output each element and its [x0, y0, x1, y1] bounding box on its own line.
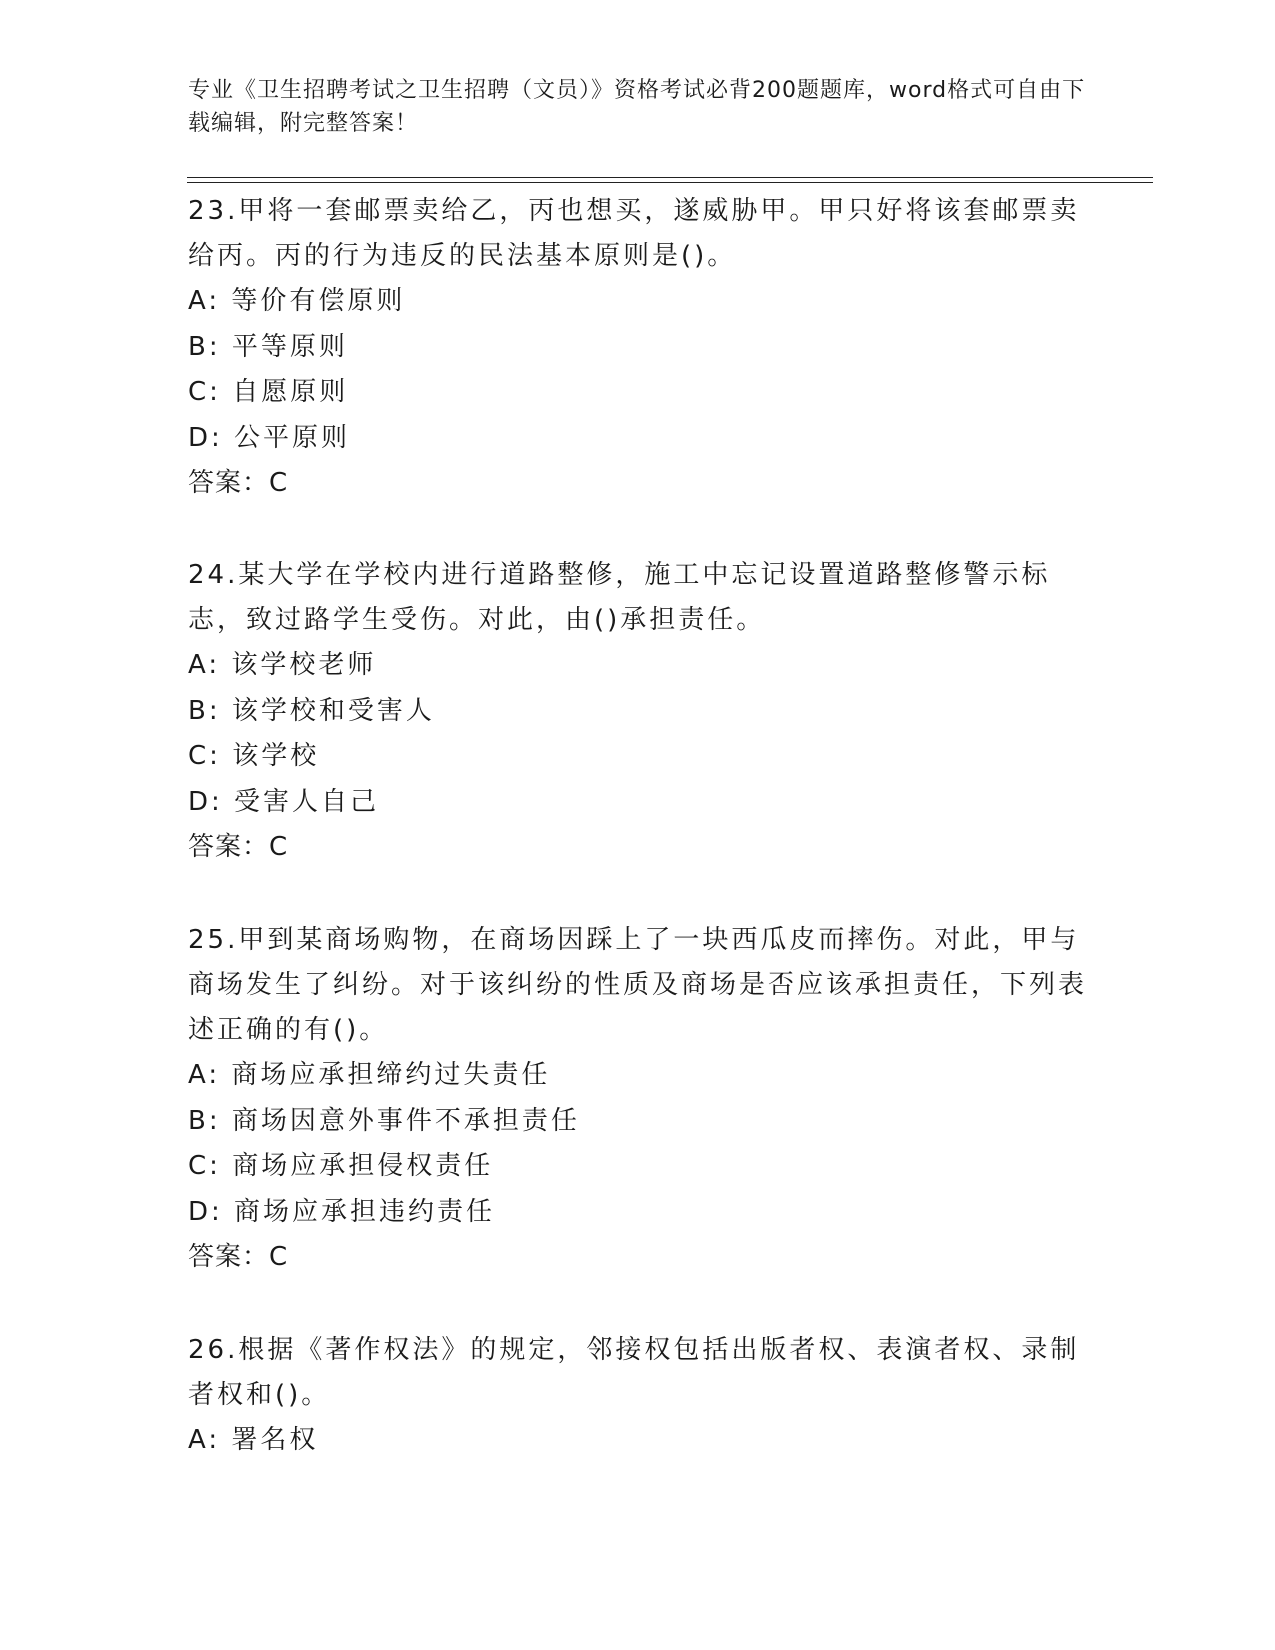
option-label: D: [188, 786, 223, 817]
document-intro [188, 74, 1088, 140]
option-text: 商场应承担违约责任 [234, 1196, 496, 1227]
option-text: 商场应承担缔约过失责任 [231, 1060, 551, 1090]
option-c [188, 370, 1088, 416]
question-stem: 26.根据《著作权法》的规定，邻接权包括出版者权、表演者权、录制者权和()。 [188, 1335, 1080, 1410]
question-stem: 23.甲将一套邮票卖给乙，丙也想买，遂威胁甲。甲只好将该套邮票卖给丙。丙的行为违反的民法基本原则是()。 [188, 196, 1080, 271]
option-a [188, 643, 1088, 689]
option-text: 等价有偿原则 [231, 286, 406, 316]
option-label: D: [188, 422, 223, 453]
option-c [188, 1144, 1088, 1190]
question-stem: 24.某大学在学校内进行道路整修，施工中忘记设置道路整修警示标志，致过路学生受伤。对此，由()承担责任。 [188, 560, 1051, 635]
option-text: 平等原则 [231, 331, 348, 362]
option-label: A: [188, 650, 221, 680]
option-text: 该学校 [232, 741, 320, 771]
option-d [188, 1190, 1088, 1236]
answer-line: 答案：C [188, 468, 289, 498]
question-stem: 25.甲到某商场购物，在商场因踩上了一块西瓜皮而摔伤。对此，甲与商场发生了纠纷。对于该纠纷的性质及商场是否应该承担责任，下列表述正确的有()。 [188, 925, 1088, 1045]
option-label: B: [188, 331, 221, 362]
question-26 [188, 1328, 1088, 1464]
option-label: D: [188, 1196, 223, 1227]
option-text: 该学校老师 [231, 650, 377, 680]
option-d [188, 780, 1088, 826]
option-label: C: [188, 377, 221, 407]
option-label: A: [188, 286, 221, 316]
question-24 [188, 553, 1088, 870]
option-text: 自愿原则 [232, 377, 349, 407]
option-c [188, 734, 1088, 780]
option-b [188, 325, 1088, 371]
option-text: 该学校和受害人 [231, 695, 435, 726]
option-a [188, 1418, 1088, 1464]
option-label: A: [188, 1425, 221, 1455]
option-b [188, 689, 1088, 735]
option-a [188, 1053, 1088, 1099]
option-label: B: [188, 1105, 221, 1136]
intro-text: 专业《卫生招聘考试之卫生招聘（文员）》资格考试必背200题题库，word格式可自由下载编辑，附完整答案！ [188, 78, 1086, 136]
option-label: B: [188, 695, 221, 726]
option-text: 署名权 [231, 1425, 319, 1455]
option-d [188, 416, 1088, 462]
option-label: C: [188, 1151, 221, 1181]
option-text: 商场因意外事件不承担责任 [231, 1105, 580, 1136]
option-b [188, 1099, 1088, 1145]
option-a [188, 279, 1088, 325]
question-25 [188, 918, 1088, 1280]
option-text: 商场应承担侵权责任 [232, 1151, 494, 1181]
option-text: 受害人自己 [234, 786, 380, 817]
option-label: A: [188, 1060, 221, 1090]
option-label: C: [188, 741, 221, 771]
header-divider-top [187, 177, 1153, 178]
answer-line: 答案：C [188, 1242, 289, 1272]
answer-line: 答案：C [188, 832, 289, 862]
option-text: 公平原则 [234, 422, 351, 453]
question-23 [188, 189, 1088, 506]
header-divider-bottom [187, 182, 1153, 183]
